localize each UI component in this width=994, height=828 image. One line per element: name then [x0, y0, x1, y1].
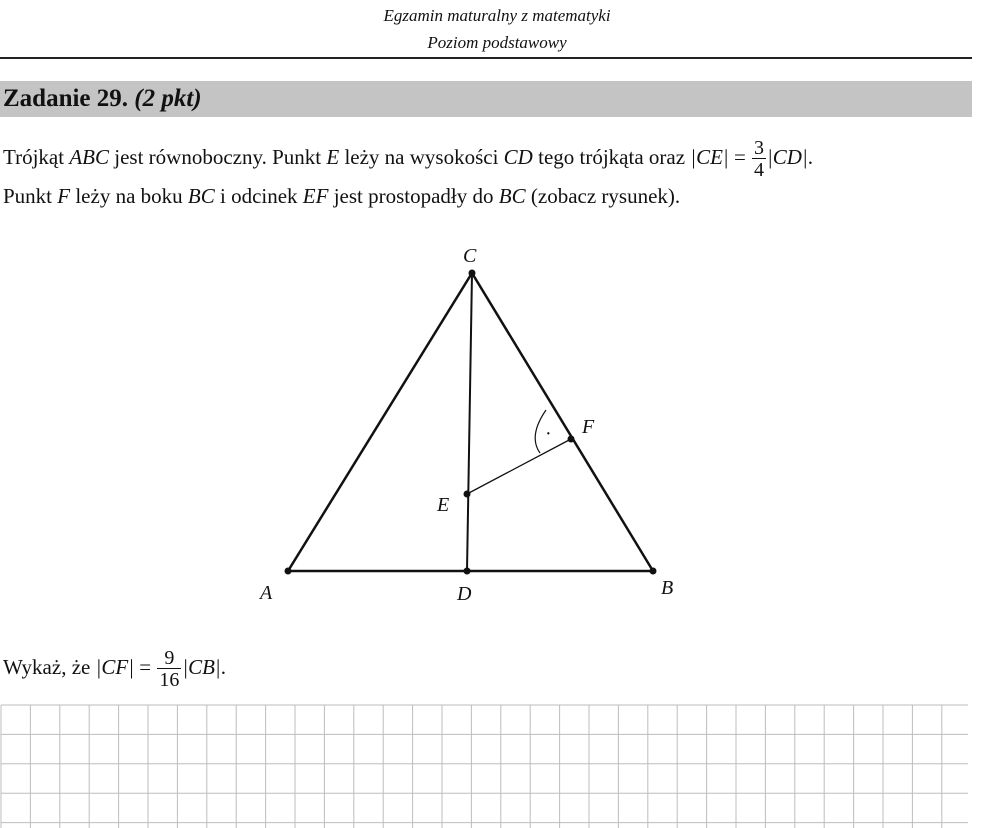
text: i odcinek	[214, 184, 303, 208]
math-bc: BC	[187, 184, 215, 208]
text: leży na wysokości	[339, 144, 504, 169]
text: leży na boku	[70, 184, 188, 208]
answer-grid	[1, 705, 968, 828]
fraction-numerator: 3	[754, 137, 765, 159]
math-e: E	[326, 144, 340, 169]
math-equals: =	[728, 144, 752, 169]
text: .	[807, 144, 813, 169]
fraction-numerator: 9	[157, 648, 181, 669]
label-e: E	[437, 494, 450, 516]
point-f	[568, 436, 575, 443]
task-prove-line	[3, 648, 226, 690]
label-d: D	[457, 583, 472, 605]
text: jest prostopadły do	[328, 184, 499, 208]
label-c: C	[463, 245, 477, 267]
math-f: F	[57, 184, 71, 208]
point-a	[285, 568, 292, 575]
altitude-cd	[467, 273, 472, 571]
exam-header-title: Egzamin maturalny z matematyki	[383, 6, 611, 25]
math-abs-cd: |CD|	[767, 144, 808, 169]
fraction-nine-sixteenths	[157, 648, 181, 690]
text: tego trójkąta oraz	[532, 144, 691, 169]
label-a: A	[260, 582, 273, 604]
right-angle-dot: ·	[545, 423, 552, 445]
point-d	[464, 568, 471, 575]
point-e	[464, 491, 471, 498]
text: Wykaż, że	[3, 654, 96, 679]
label-b: B	[661, 577, 674, 599]
fraction-denominator: 4	[754, 159, 765, 181]
exam-header-level: Poziom podstawowy	[427, 33, 567, 52]
math-abc: ABC	[69, 144, 109, 169]
side-ac	[288, 273, 472, 571]
math-abs-cf: |CF|	[95, 654, 134, 679]
segment-ef	[467, 439, 571, 494]
text: Punkt	[3, 184, 58, 208]
point-b	[650, 568, 657, 575]
text: (zobacz rysunek).	[525, 184, 681, 208]
label-f: F	[582, 416, 595, 438]
task-number: Zadanie 29.	[3, 85, 129, 112]
text: .	[220, 654, 226, 679]
math-equals: =	[133, 654, 157, 679]
side-bc	[472, 273, 653, 571]
text: Trójkąt	[3, 144, 70, 169]
math-bc: BC	[498, 184, 526, 208]
text: jest równoboczny. Punkt	[109, 144, 327, 169]
task-points: (2 pkt)	[134, 85, 202, 112]
fraction-denominator: 16	[159, 669, 180, 691]
point-c	[469, 270, 476, 277]
math-ef: EF	[302, 184, 329, 208]
math-abs-ce: |CE|	[690, 144, 729, 169]
math-cd: CD	[503, 144, 533, 169]
math-abs-cb: |CB|	[182, 654, 221, 679]
